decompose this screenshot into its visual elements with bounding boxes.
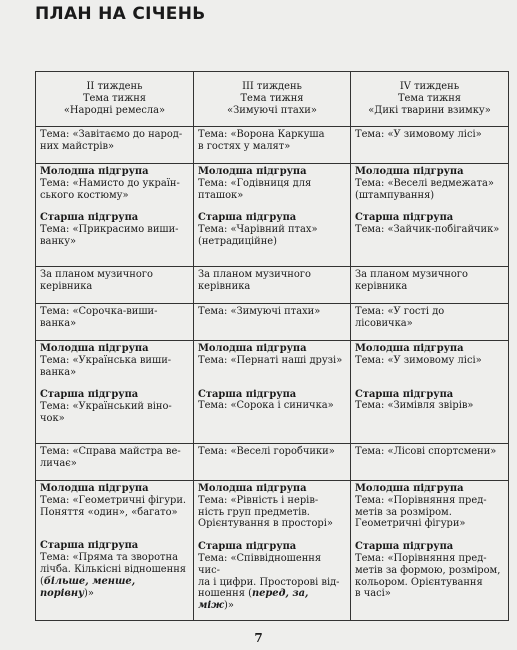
table-cell	[36, 267, 194, 304]
table-cell	[194, 267, 351, 304]
cell-line: Тема: «Зимівля звірів»	[355, 400, 474, 412]
cell-line: За планом музичного	[40, 269, 153, 280]
header-week-4	[351, 72, 509, 127]
table-cell	[351, 444, 509, 481]
cell-line: Геометричні фігури»	[355, 518, 466, 530]
subgroup-label: Молодша підгрупа	[40, 483, 149, 494]
cell-line: Орієнтування в просторі»	[198, 518, 333, 530]
subgroup-label: Молодша підгрупа	[198, 166, 307, 177]
table-cell	[351, 341, 509, 444]
cell-line: Тема: «Порівняння пред-	[355, 494, 487, 506]
cell-line: Тема: «У зимовому лісі»	[355, 354, 482, 366]
table-cell	[36, 164, 194, 267]
table-cell	[194, 164, 351, 267]
table-cell	[351, 127, 509, 164]
cell-line: ванку»	[40, 235, 77, 247]
cell-line: ванка»	[40, 317, 77, 329]
table-cell	[194, 444, 351, 481]
theme-label: Тема тижня	[240, 93, 304, 105]
table-row	[36, 127, 509, 164]
subgroup-label: Молодша підгрупа	[40, 166, 149, 177]
theme-topic: «Зимуючі птахи»	[227, 104, 317, 116]
subgroup-label: Молодша підгрупа	[198, 483, 307, 494]
cell-line: Тема: «Завітаємо до народ-	[40, 129, 183, 140]
cell-line: ського костюму»	[40, 189, 129, 201]
table-row	[36, 304, 509, 341]
table-cell	[36, 341, 194, 444]
cell-line: Тема: «Веселі горобчики»	[198, 446, 335, 457]
page-title: ПЛАН НА СІЧЕНЬ	[35, 4, 206, 24]
cell-line: в гостях у малят»	[198, 140, 291, 152]
table-row	[36, 164, 509, 267]
cell-line: Тема: «Український віно-	[40, 401, 172, 413]
cell-line: За планом музичного	[355, 269, 468, 280]
subgroup-label: Молодша підгрупа	[198, 343, 307, 354]
table-row	[36, 444, 509, 481]
emphasis-text: перед, за, між	[198, 588, 309, 612]
cell-line: них майстрів»	[40, 140, 115, 152]
cell-line: Тема: «Пряма та зворотна	[40, 552, 178, 564]
cell-line: Тема: «У гості до лісовичка»	[355, 306, 445, 329]
cell-line: (штампування)	[355, 189, 435, 201]
text-fragment: (	[40, 575, 44, 587]
subgroup-label: Старша підгрупа	[355, 388, 454, 400]
cell-line: Тема: «Зайчик-побігайчик»	[355, 224, 500, 236]
cell-line: керівника	[355, 280, 408, 292]
cell-line: ність груп предметів.	[198, 506, 310, 518]
cell-line: керівника	[40, 280, 93, 292]
cell-line: Тема: «Порівняння пред-	[355, 552, 487, 564]
cell-line: Поняття «один», «багато»	[40, 506, 178, 518]
subgroup-label: Старша підгрупа	[40, 540, 139, 552]
table-row	[36, 341, 509, 444]
cell-line: личає»	[40, 457, 77, 469]
week-label: IV тиждень	[399, 81, 460, 93]
subgroup-label: Старша підгрупа	[355, 212, 454, 224]
subgroup-label: Старша підгрупа	[198, 388, 297, 400]
theme-label: Тема тижня	[397, 93, 462, 105]
table-cell	[194, 304, 351, 341]
cell-line	[198, 588, 346, 612]
subgroup-label: Молодша підгрупа	[355, 166, 464, 177]
plan-table	[35, 71, 509, 621]
table-row	[36, 267, 509, 304]
cell-line: Тема: «Сорока і синичка»	[198, 400, 334, 412]
table-cell	[351, 481, 509, 621]
cell-line: метів за формою, розміром,	[355, 564, 501, 576]
subgroup-label: Старша підгрупа	[198, 541, 297, 553]
cell-line	[40, 576, 189, 600]
cell-line: Тема: «Веселі ведмежата»	[355, 177, 494, 189]
cell-line: Тема: «Зимуючі птахи»	[198, 306, 321, 317]
table-cell	[351, 164, 509, 267]
cell-line: Тема: «Рівність і нерів-	[198, 494, 319, 506]
cell-line: чок»	[40, 412, 65, 424]
table-cell	[351, 267, 509, 304]
cell-line: ла і цифри. Просторові від-	[198, 576, 340, 588]
text-fragment: ношення (	[198, 588, 252, 600]
emphasis-text: більше, менше, порівну	[40, 575, 136, 599]
cell-line: керівника	[198, 280, 251, 292]
table-cell	[194, 481, 351, 621]
cell-line: Тема: «Справа майстра ве-	[40, 446, 181, 457]
cell-line: Тема: «Прикрасимо виши-	[40, 224, 179, 236]
cell-line: Тема: «Українська виши-	[40, 354, 172, 366]
cell-line: лічба. Кількісні відношення	[40, 563, 187, 575]
table-cell	[36, 304, 194, 341]
table-cell	[194, 127, 351, 164]
table-cell	[36, 127, 194, 164]
text-fragment: )»	[224, 600, 234, 612]
cell-line: метів за розміром.	[355, 506, 452, 518]
theme-topic: «Народні ремесла»	[63, 104, 166, 116]
subgroup-label: Старша підгрупа	[40, 212, 139, 224]
theme-topic: «Дикі тварини взимку»	[368, 104, 491, 116]
subgroup-label: Молодша підгрупа	[355, 343, 464, 354]
cell-line: пташок»	[198, 189, 244, 201]
text-fragment: )»	[84, 587, 94, 599]
subgroup-label: Старша підгрупа	[40, 389, 139, 401]
table-row	[36, 481, 509, 621]
theme-label: Тема тижня	[82, 93, 147, 105]
cell-line: Тема: «Лісові спортсмени»	[355, 446, 497, 457]
cell-line: кольором. Орієнтування	[355, 576, 483, 588]
table-cell	[36, 481, 194, 621]
header-row	[36, 72, 509, 127]
header-week-2	[36, 72, 194, 127]
subgroup-label: Молодша підгрупа	[355, 483, 464, 494]
cell-line: в часі»	[355, 588, 391, 600]
cell-line: Тема: «Чарівний птах»	[198, 224, 318, 236]
page-number: 7	[254, 631, 263, 645]
cell-line: За планом музичного	[198, 269, 311, 280]
cell-line: Тема: «Пернаті наші друзі»	[198, 354, 343, 366]
cell-line: Тема: «Співвідношення чис-	[198, 552, 322, 576]
subgroup-label: Старша підгрупа	[198, 212, 297, 224]
cell-line: Тема: «Годівниця для	[198, 177, 312, 189]
cell-line: ванка»	[40, 366, 77, 378]
table-cell	[194, 341, 351, 444]
cell-line: (нетрадиційне)	[198, 235, 277, 247]
cell-line: Тема: «У зимовому лісі»	[355, 129, 482, 140]
header-week-3	[194, 72, 351, 127]
cell-line: Тема: «Ворона Каркуша	[198, 129, 325, 140]
subgroup-label: Молодша підгрупа	[40, 343, 149, 354]
subgroup-label: Старша підгрупа	[355, 541, 454, 553]
week-label: ІІІ тиждень	[242, 81, 302, 93]
week-label: ІІ тиждень	[86, 81, 143, 93]
cell-line: Тема: «Геометричні фігури.	[40, 494, 187, 506]
table-cell	[36, 444, 194, 481]
table-cell	[351, 304, 509, 341]
cell-line: Тема: «Намисто до україн-	[40, 177, 180, 189]
cell-line: Тема: «Сорочка-виши-	[40, 306, 158, 317]
